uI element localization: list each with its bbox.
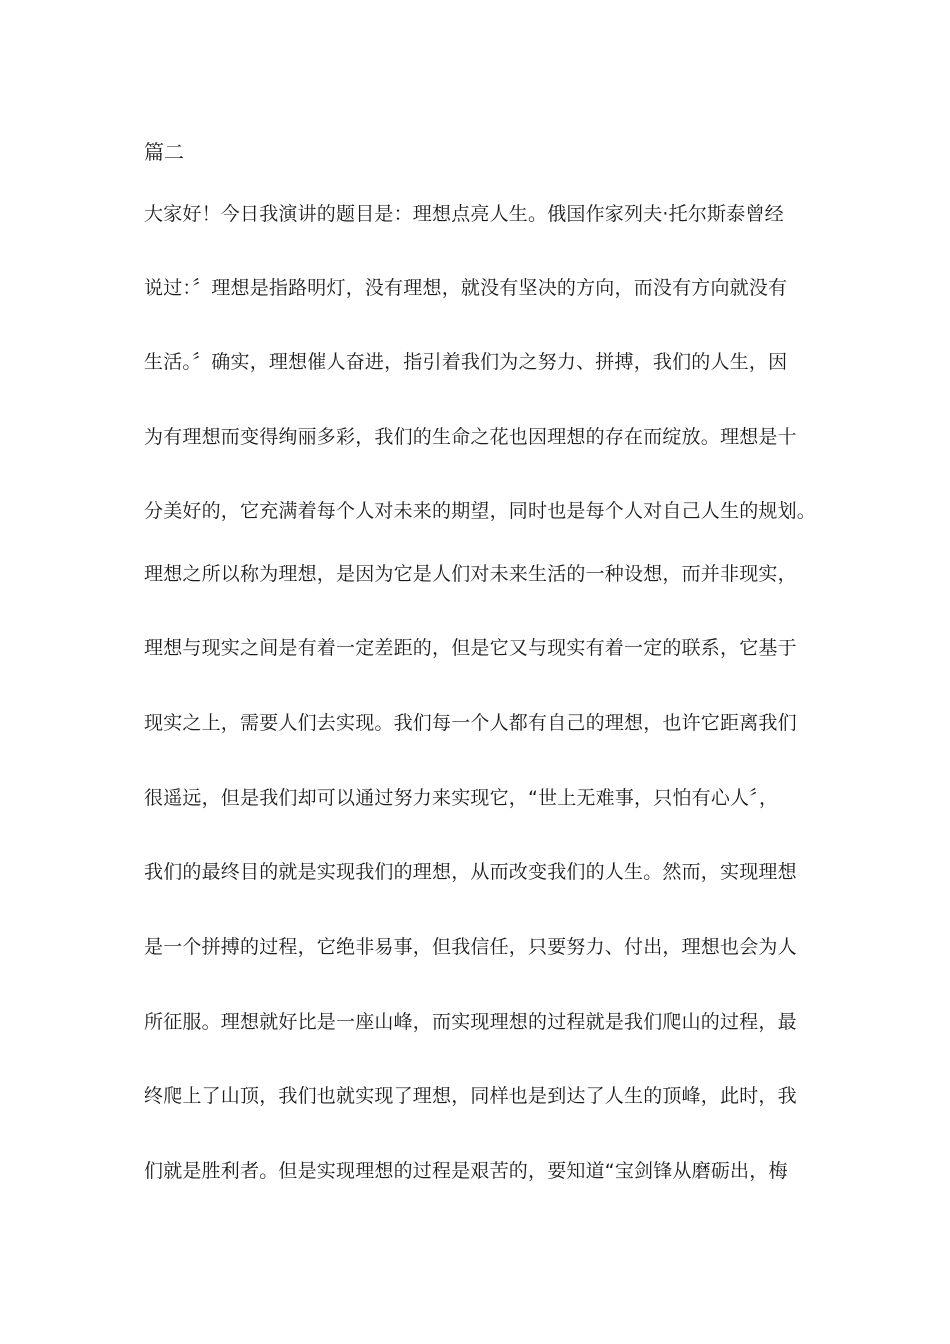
paragraph-line: 终爬上了山顶，我们也就实现了理想，同样也是到达了人生的顶峰，此时，我 xyxy=(144,1085,797,1107)
paragraph-line: 大家好！今日我演讲的题目是：理想点亮人生。俄国作家列夫·托尔斯泰曾经 xyxy=(144,203,784,225)
paragraph-line: 所征服。理想就好比是一座山峰，而实现理想的过程就是我们爬山的过程，最 xyxy=(144,1011,797,1033)
paragraph-line: 理想之所以称为理想，是因为它是人们对未来生活的一种设想，而并非现实， xyxy=(144,563,797,585)
paragraph-line: 们就是胜利者。但是实现理想的过程是艰苦的，要知道“宝剑锋从磨砺出，梅 xyxy=(144,1160,788,1182)
section-title: 篇二 xyxy=(144,140,184,164)
paragraph-line: 很遥远，但是我们却可以通过努力来实现它，“世上无难事，只怕有心人〞， xyxy=(144,787,779,809)
paragraph-line: 生活。〞确实，理想催人奋进，指引着我们为之努力、拼搏，我们的人生，因 xyxy=(144,351,788,373)
paragraph-line: 理想与现实之间是有着一定差距的，但是它又与现实有着一定的联系，它基于 xyxy=(144,637,797,659)
paragraph-line: 说过：〞理想是指路明灯，没有理想，就没有坚决的方向，而没有方向就没有 xyxy=(144,277,788,299)
paragraph-line: 为有理想而变得绚丽多彩，我们的生命之花也因理想的存在而绽放。理想是十 xyxy=(144,426,797,448)
paragraph-line: 是一个拼搏的过程，它绝非易事，但我信任，只要努力、付出，理想也会为人 xyxy=(144,936,797,958)
paragraph-line: 现实之上，需要人们去实现。我们每一个人都有自己的理想，也许它距离我们 xyxy=(144,712,797,734)
paragraph-line: 我们的最终目的就是实现我们的理想，从而改变我们的人生。然而，实现理想 xyxy=(144,861,797,883)
paragraph-line: 分美好的，它充满着每个人对未来的期望，同时也是每个人对自己人生的规划。 xyxy=(144,500,817,522)
